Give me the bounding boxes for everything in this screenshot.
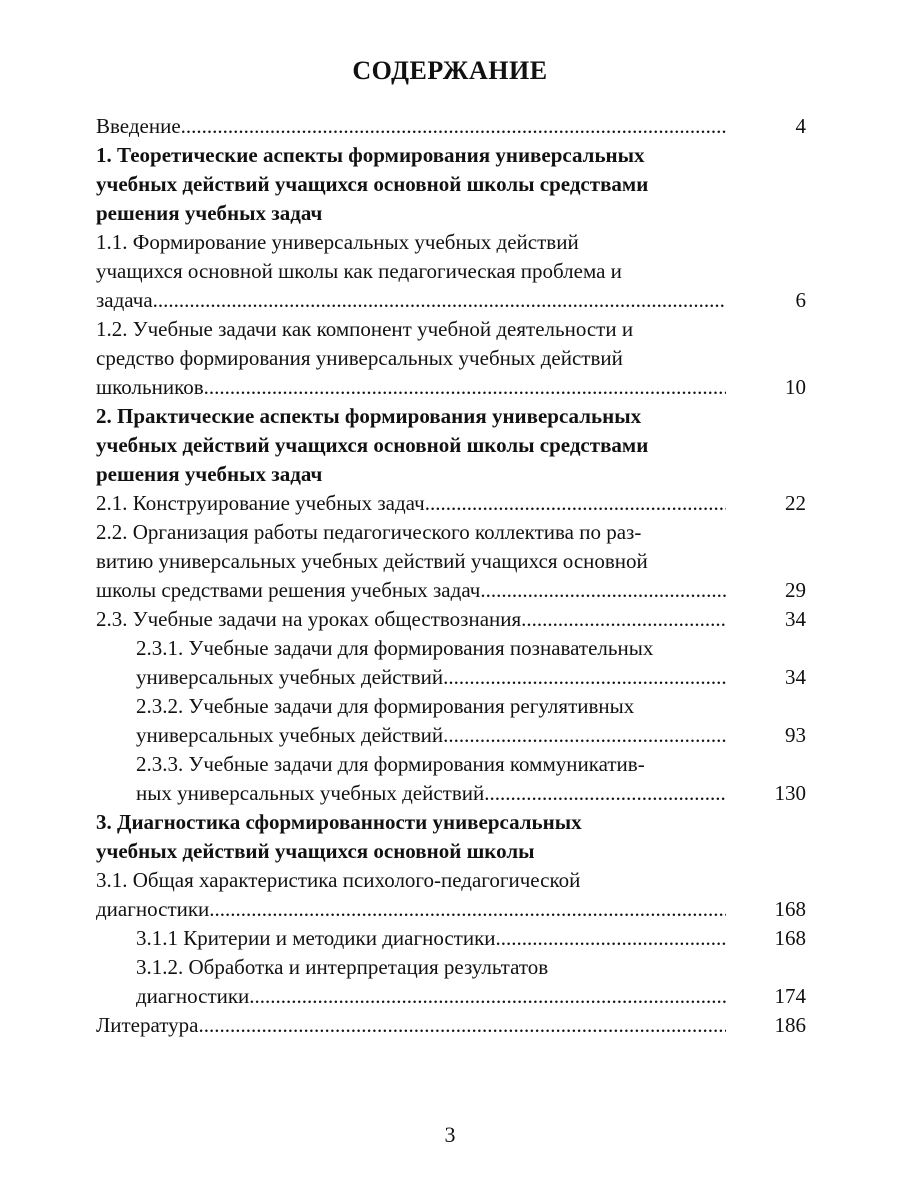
toc-line — [96, 199, 806, 228]
toc-page-number: 34 — [785, 665, 806, 689]
toc-page-number: 168 — [774, 897, 806, 921]
page-title: СОДЕРЖАНИЕ — [352, 56, 548, 85]
toc-entry-text: средство формирования универсальных учебных действий — [96, 346, 623, 370]
toc-entry-text: 1. Теоретические аспекты формирования универсальных — [96, 143, 645, 167]
toc-entry-text: задача ..... — [96, 286, 726, 315]
toc-entry-text: 3.1.1 Критерии и методики диагностики ..... — [136, 924, 726, 953]
toc-entry-text: Литература ..... — [96, 1011, 726, 1040]
toc-entry-text: учащихся основной школы как педагогическая проблема и — [96, 259, 622, 283]
toc-entry-text: учебных действий учащихся основной школы средствами — [96, 172, 649, 196]
toc-entry-text: 3.1.2. Обработка и интерпретация результатов — [136, 955, 549, 979]
toc-entry-text: 2.3.3. Учебные задачи для формирования коммуникатив- — [136, 752, 645, 776]
toc-line — [96, 750, 806, 779]
toc-entry-text: 3.1. Общая характеристика психолого-педагогической — [96, 868, 581, 892]
toc-entry-text: диагностики ..... — [96, 895, 726, 924]
toc-line — [96, 373, 806, 402]
toc-entry-text: ных универсальных учебных действий ..... — [136, 779, 726, 808]
toc-line — [96, 982, 806, 1011]
table-of-contents — [96, 112, 806, 1040]
toc-entry-text: 1.1. Формирование универсальных учебных действий — [96, 230, 579, 254]
toc-line — [96, 141, 806, 170]
toc-line — [96, 721, 806, 750]
toc-entry-text: решения учебных задач — [96, 462, 323, 486]
toc-line — [96, 402, 806, 431]
toc-line — [96, 1011, 806, 1040]
toc-line — [96, 315, 806, 344]
toc-line — [96, 576, 806, 605]
toc-line — [96, 837, 806, 866]
toc-line — [96, 895, 806, 924]
toc-entry-text: учебных действий учащихся основной школы — [96, 839, 535, 863]
toc-entry-text: 2.2. Организация работы педагогического коллектива по раз- — [96, 520, 642, 544]
toc-line — [96, 779, 806, 808]
toc-line — [96, 518, 806, 547]
toc-entry-text: школьников ..... — [96, 373, 726, 402]
toc-entry-text: универсальных учебных действий ..... — [136, 721, 726, 750]
toc-line — [96, 634, 806, 663]
toc-entry-text: витию универсальных учебных действий учащихся основной — [96, 549, 648, 573]
toc-line — [96, 692, 806, 721]
toc-entry-text: 2.1. Конструирование учебных задач ..... — [96, 489, 726, 518]
toc-line — [96, 431, 806, 460]
toc-line — [96, 228, 806, 257]
toc-line — [96, 663, 806, 692]
toc-entry-text: 1.2. Учебные задачи как компонент учебной деятельности и — [96, 317, 634, 341]
toc-page-number: 29 — [785, 578, 806, 602]
toc-entry-text: 2. Практические аспекты формирования универсальных — [96, 404, 642, 428]
toc-line — [96, 286, 806, 315]
toc-entry-text: решения учебных задач — [96, 201, 323, 225]
toc-page-number: 186 — [774, 1013, 806, 1037]
toc-line — [96, 460, 806, 489]
toc-page-number: 174 — [774, 984, 806, 1008]
toc-page-number: 4 — [795, 114, 806, 138]
toc-entry-text: Введение ..... — [96, 112, 726, 141]
toc-line — [96, 866, 806, 895]
toc-line — [96, 605, 806, 634]
toc-entry-text: диагностики ..... — [136, 982, 726, 1011]
toc-line — [96, 924, 806, 953]
toc-entry-text: 2.3. Учебные задачи на уроках обществознания ..... — [96, 605, 726, 634]
toc-page-number: 93 — [785, 723, 806, 747]
toc-page-number: 34 — [785, 607, 806, 631]
page-number: 3 — [444, 1122, 456, 1147]
toc-entry-text: универсальных учебных действий ..... — [136, 663, 726, 692]
toc-line — [96, 170, 806, 199]
toc-entry-text: 2.3.1. Учебные задачи для формирования познавательных — [136, 636, 654, 660]
toc-page-number: 130 — [774, 781, 806, 805]
toc-page-number: 22 — [785, 491, 806, 515]
toc-page-number: 6 — [795, 288, 806, 312]
toc-line — [96, 808, 806, 837]
toc-page-number: 10 — [785, 375, 806, 399]
toc-line — [96, 257, 806, 286]
toc-line — [96, 489, 806, 518]
toc-page-number: 168 — [774, 926, 806, 950]
toc-line — [96, 953, 806, 982]
toc-entry-text: 2.3.2. Учебные задачи для формирования регулятивных — [136, 694, 635, 718]
toc-entry-text: школы средствами решения учебных задач ..... — [96, 576, 726, 605]
toc-entry-text: учебных действий учащихся основной школы средствами — [96, 433, 649, 457]
toc-line — [96, 547, 806, 576]
toc-line — [96, 344, 806, 373]
toc-entry-text: 3. Диагностика сформированности универсальных — [96, 810, 582, 834]
toc-line — [96, 112, 806, 141]
